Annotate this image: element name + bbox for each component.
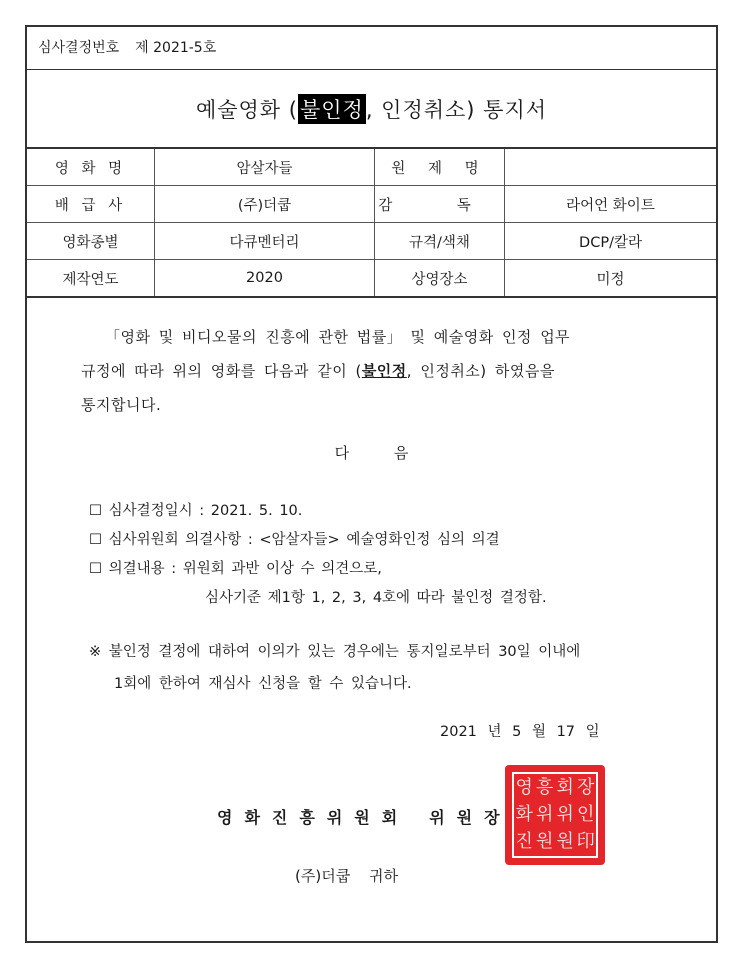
- body-emphasis: 불인정: [361, 362, 407, 380]
- label-cell: 배 급 사: [27, 186, 155, 223]
- value-cell: 라어언 화이트: [505, 186, 717, 223]
- film-info-table: [27, 149, 716, 298]
- appeal-note: [89, 636, 699, 700]
- body-line-3: 통지합니다.: [81, 396, 162, 414]
- document-title: [27, 70, 716, 149]
- label-cell: 제작연도: [27, 260, 155, 298]
- note-text-1: 불인정 결정에 대하여 이의가 있는 경우에는 통지일로부터 30일 이내에: [108, 644, 581, 660]
- issuer-signature: [217, 805, 512, 828]
- title-prefix: 예술영화 (: [195, 97, 298, 122]
- issue-date: 2021 년 5 월 17 일: [440, 724, 600, 740]
- value-cell: DCP/칼라: [505, 223, 717, 260]
- label-cell: 원 제 명: [375, 149, 505, 186]
- value-cell: 암살자들: [155, 149, 375, 186]
- seal-char: 위: [556, 803, 574, 825]
- seal-char: 인: [577, 803, 595, 825]
- checkbox-icon: ☐: [89, 532, 102, 548]
- note-line-2: 1회에 한하여 재심사 신청을 할 수 있습니다.: [114, 676, 412, 692]
- recipient: (주)더쿱 귀하: [295, 867, 398, 885]
- title-highlight: 불인정: [298, 94, 366, 124]
- seal-char: 영: [515, 776, 533, 798]
- list-item: [89, 555, 547, 584]
- note-line-1: [89, 636, 699, 668]
- body-line-2-suffix: , 인정취소) 하였음을: [406, 362, 555, 380]
- table-row: [27, 149, 716, 186]
- table-row: [27, 260, 716, 298]
- seal-char: 흥: [536, 776, 554, 798]
- seal-char: 원: [556, 831, 574, 853]
- decision-number-value: 제 2021-5호: [135, 40, 217, 56]
- list-item: [89, 526, 547, 555]
- label-cell: 영 화 명: [27, 149, 155, 186]
- item-text: 의결내용 : 위원회 과반 이상 수 의견으로,: [108, 561, 382, 577]
- list-item: [89, 497, 547, 526]
- value-cell: 2020: [155, 260, 375, 298]
- label-cell: 감 독: [375, 186, 505, 223]
- checkbox-icon: ☐: [89, 561, 102, 577]
- value-cell: (주)더쿱: [155, 186, 375, 223]
- seal-char: 화: [515, 803, 533, 825]
- seal-char: 진: [515, 831, 533, 853]
- label-cell: 영화종별: [27, 223, 155, 260]
- table-row: [27, 223, 716, 260]
- reference-mark-icon: ※: [89, 644, 102, 660]
- body-line-2-prefix: 규정에 따라 위의 영화를 다음과 같이 (: [81, 362, 362, 380]
- item-text: 심사결정일시 : 2021. 5. 10.: [108, 503, 303, 519]
- seal-char: 印: [576, 831, 595, 853]
- seal-char: 장: [577, 776, 595, 798]
- item-continuation: 심사기준 제1항 1, 2, 3, 4호에 따라 불인정 결정함.: [205, 590, 547, 606]
- issuer-organization: 영화진흥위원회: [217, 808, 410, 827]
- official-seal-icon: [505, 765, 605, 865]
- value-cell: 다큐멘터리: [155, 223, 375, 260]
- body-line-1: 「영화 및 비디오물의 진흥에 관한 법률」 및 예술영화 인정 업무: [105, 328, 571, 346]
- seal-char: 원: [536, 831, 554, 853]
- document-frame: [25, 25, 718, 943]
- issuer-title: 위원장: [429, 808, 512, 827]
- decision-items: [89, 497, 547, 613]
- seal-char: 회: [556, 776, 574, 798]
- label-cell: 상영장소: [375, 260, 505, 298]
- decision-number-label: 심사결정번호: [38, 40, 120, 56]
- item-text: 심사위원회 의결사항 : <암살자들> 예술영화인정 심의 의결: [108, 532, 500, 548]
- section-heading: 다 음: [334, 444, 409, 462]
- title-suffix: , 인정취소) 통지서: [365, 97, 548, 122]
- body-line-2: [81, 354, 701, 388]
- value-cell: [505, 149, 717, 186]
- seal-char: 위: [536, 803, 554, 825]
- notice-body: [81, 320, 701, 422]
- table-row: [27, 186, 716, 223]
- value-cell: 미정: [505, 260, 717, 298]
- decision-number: [27, 27, 716, 70]
- checkbox-icon: ☐: [89, 503, 102, 519]
- label-cell: 규격/색채: [375, 223, 505, 260]
- seal-characters: [512, 772, 598, 858]
